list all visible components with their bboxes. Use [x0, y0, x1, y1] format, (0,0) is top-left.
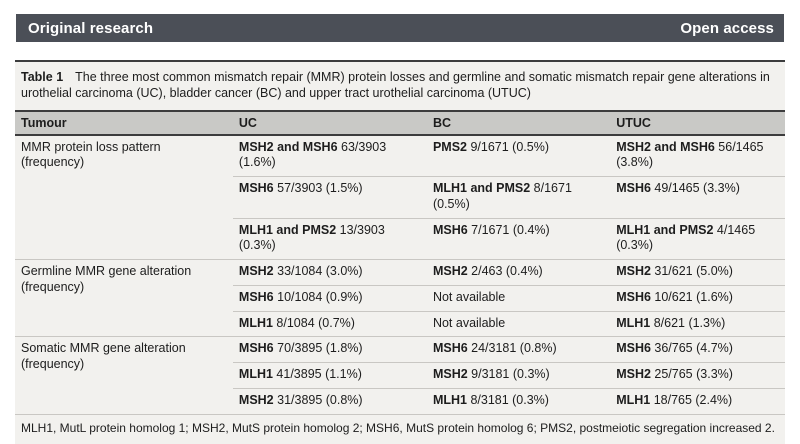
frequency-value: 31/621 (5.0%)	[651, 264, 733, 278]
frequency-value: 2/463 (0.4%)	[468, 264, 543, 278]
table-cell	[233, 311, 427, 337]
gene-name: MLH1	[433, 393, 467, 407]
column-header-utuc: UTUC	[610, 111, 785, 135]
table-caption	[15, 62, 785, 110]
gene-name: MLH1 and PMS2	[239, 223, 336, 237]
gene-name: MLH1 and PMS2	[433, 181, 530, 195]
gene-name: MSH2 and MSH6	[616, 140, 715, 154]
frequency-value: 10/1084 (0.9%)	[274, 290, 363, 304]
gene-name: MSH2	[433, 264, 468, 278]
journal-header-bar	[16, 14, 784, 42]
table-number-label: Table 1	[21, 70, 63, 84]
table-cell	[427, 337, 610, 363]
gene-name: MLH1	[239, 316, 273, 330]
table-cell	[610, 285, 785, 311]
frequency-value: 8/3181 (0.3%)	[467, 393, 549, 407]
frequency-value: 57/3903 (1.5%)	[274, 181, 363, 195]
frequency-value: 8/1084 (0.7%)	[273, 316, 355, 330]
frequency-value: 18/765 (2.4%)	[650, 393, 732, 407]
gene-name: MSH6	[239, 290, 274, 304]
gene-name: MSH6	[239, 181, 274, 195]
frequency-value: 49/1465 (3.3%)	[651, 181, 740, 195]
table-caption-text: The three most common mismatch repair (MMR) protein losses and germline and somatic mismatch repair gene alterations in urothelial carcinoma (UC), bladder cancer (BC) and upper tract urothelial carcinoma (UTUC)	[21, 70, 770, 100]
row-group-label: Somatic MMR gene alteration (frequency)	[15, 337, 233, 414]
table-row	[15, 260, 785, 286]
frequency-value: 10/621 (1.6%)	[651, 290, 733, 304]
table-cell	[233, 388, 427, 413]
table-cell	[610, 218, 785, 260]
gene-name: MLH1	[616, 393, 650, 407]
gene-name: MSH2	[616, 367, 651, 381]
frequency-value: 8/1671 (0.5%)	[433, 181, 572, 211]
section-label: Original research	[28, 20, 153, 37]
frequency-value: 7/1671 (0.4%)	[468, 223, 550, 237]
table-cell	[233, 363, 427, 389]
table-cell	[427, 260, 610, 286]
table-cell	[233, 218, 427, 260]
column-header-tumour: Tumour	[15, 111, 233, 135]
gene-name: MLH1	[616, 316, 650, 330]
table-cell	[233, 177, 427, 219]
frequency-value: 63/3903 (1.6%)	[239, 140, 386, 170]
frequency-value: 56/1465 (3.8%)	[616, 140, 763, 170]
frequency-value: 31/3895 (0.8%)	[274, 393, 363, 407]
table-cell	[427, 177, 610, 219]
table-cell	[233, 260, 427, 286]
table-cell	[427, 135, 610, 177]
table-cell	[233, 135, 427, 177]
table-row	[15, 135, 785, 177]
table-cell	[610, 135, 785, 177]
gene-name: MSH6	[433, 223, 468, 237]
table-cell	[233, 285, 427, 311]
table-cell	[427, 388, 610, 413]
table-header-row	[15, 111, 785, 135]
table-row	[15, 337, 785, 363]
open-access-label: Open access	[680, 20, 774, 37]
gene-name: MSH2	[433, 367, 468, 381]
gene-name: MSH6	[433, 341, 468, 355]
frequency-value: 9/3181 (0.3%)	[468, 367, 550, 381]
gene-name: MSH2 and MSH6	[239, 140, 338, 154]
gene-name: MSH6	[616, 341, 651, 355]
frequency-value: 33/1084 (3.0%)	[274, 264, 363, 278]
frequency-value: 36/765 (4.7%)	[651, 341, 733, 355]
frequency-value: 41/3895 (1.1%)	[273, 367, 362, 381]
table-cell	[610, 177, 785, 219]
row-group-label: MMR protein loss pattern (frequency)	[15, 135, 233, 260]
gene-name: MSH2	[239, 393, 274, 407]
frequency-value: 25/765 (3.3%)	[651, 367, 733, 381]
table-1-block	[15, 60, 785, 444]
frequency-value: 70/3895 (1.8%)	[274, 341, 363, 355]
frequency-value: 9/1671 (0.5%)	[467, 140, 549, 154]
table-cell	[427, 218, 610, 260]
table-cell	[610, 363, 785, 389]
frequency-value: 4/1465 (0.3%)	[616, 223, 755, 253]
mmr-data-table	[15, 110, 785, 414]
table-cell	[610, 260, 785, 286]
gene-name: MSH6	[616, 181, 651, 195]
frequency-value: Not available	[433, 290, 505, 304]
gene-name: MSH6	[239, 341, 274, 355]
table-cell	[427, 311, 610, 337]
gene-name: MSH2	[616, 264, 651, 278]
table-cell	[610, 311, 785, 337]
frequency-value: Not available	[433, 316, 505, 330]
gene-name: MSH6	[616, 290, 651, 304]
gene-name: MLH1 and PMS2	[616, 223, 713, 237]
table-footnote: MLH1, MutL protein homolog 1; MSH2, MutS protein homolog 2; MSH6, MutS protein homolog 6; PMS2, postmeiotic segregation increased 2.	[15, 414, 785, 444]
frequency-value: 13/3903 (0.3%)	[239, 223, 385, 253]
column-header-uc: UC	[233, 111, 427, 135]
row-group-label: Germline MMR gene alteration (frequency)	[15, 260, 233, 337]
gene-name: PMS2	[433, 140, 467, 154]
table-cell	[233, 337, 427, 363]
frequency-value: 24/3181 (0.8%)	[468, 341, 557, 355]
gene-name: MSH2	[239, 264, 274, 278]
table-cell	[427, 363, 610, 389]
frequency-value: 8/621 (1.3%)	[650, 316, 725, 330]
gene-name: MLH1	[239, 367, 273, 381]
table-cell	[610, 388, 785, 413]
column-header-bc: BC	[427, 111, 610, 135]
table-cell	[427, 285, 610, 311]
table-cell	[610, 337, 785, 363]
